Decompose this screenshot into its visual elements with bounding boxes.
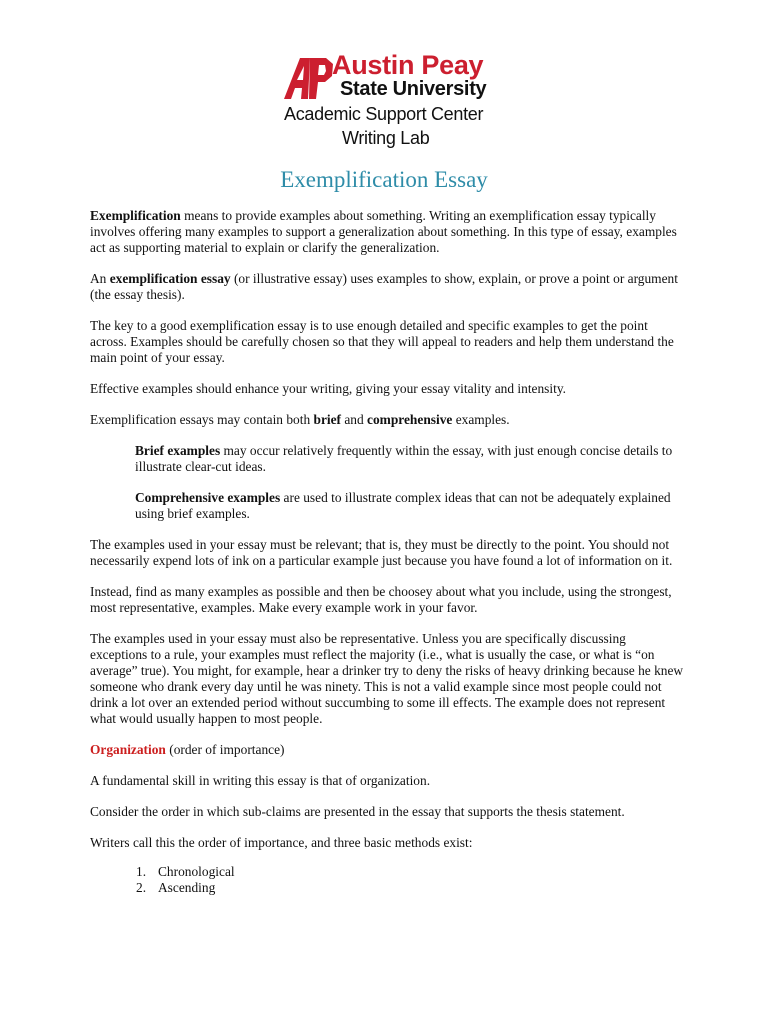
document-body <box>90 208 686 896</box>
list-label: Ascending <box>158 880 216 895</box>
term-exemplification-essay: exemplification essay <box>109 271 231 286</box>
paragraph-text: means to provide examples about something. Writing an exemplification essay typically involves offering many examples to support a generalization about something. In this type of essay, examples act as supporting material to explain or clarify the generalization. <box>90 208 677 255</box>
paragraph-choosey: Instead, find as many examples as possible and then be choosey about what you include, using the strongest, most representative, examples. Make every example work in your favor. <box>90 584 672 615</box>
paragraph-key: The key to a good exemplification essay is to use enough detailed and specific examples to get the point across. Examples should be carefully chosen so that they will appeal to readers and help them understand the main point of your essay. <box>90 318 674 365</box>
ap-logo-icon <box>282 52 334 100</box>
paragraph-text: (or illustrative essay) uses examples to show, explain, or prove a point or argument (the essay thesis). <box>90 271 678 302</box>
paragraph-methods-intro: Writers call this the order of importance, and three basic methods exist: <box>90 835 473 850</box>
term-brief: brief <box>313 412 342 427</box>
paragraph-types <box>90 412 686 428</box>
logo-writing-lab: Writing Lab <box>342 128 430 148</box>
paragraph-effective: Effective examples should enhance your writing, giving your essay vitality and intensity. <box>90 381 567 396</box>
organization-heading <box>90 742 686 758</box>
paragraph-text: An <box>90 271 110 286</box>
list-item <box>136 864 686 880</box>
paragraph-consider: Consider the order in which sub-claims are presented in the essay that supports the thesis statement. <box>90 804 625 819</box>
paragraph-fundamental: A fundamental skill in writing this essay is that of organization. <box>90 773 431 788</box>
organization-label: Organization <box>90 742 166 757</box>
university-logo <box>282 50 492 150</box>
term-comprehensive-examples: Comprehensive examples <box>135 490 281 505</box>
paragraph-text: and <box>341 412 368 427</box>
paragraph-text: Exemplification essays may contain both <box>90 412 314 427</box>
paragraph-text: may occur relatively frequently within the essay, with just enough concise details to illustrate clear-cut ideas. <box>135 443 673 474</box>
paragraph-text: are used to illustrate complex ideas that can not be adequately explained using brief examples. <box>135 490 671 521</box>
term-exemplification: Exemplification <box>90 208 181 223</box>
list-number: 1. <box>136 864 147 879</box>
paragraph-representative: The examples used in your essay must also be representative. Unless you are specifically discussing exceptions to a rule, your examples must reflect the majority (i.e., what is usually the case, or what is “on average” true). You might, for example, hear a drinker try to deny the risks of heavy drinking because he knew someone who drank every day until he was ninety. This is not a valid example since most people could not drink a lot over an extended period without succumbing to some ill effects. The example does not represent what would usually happen to most people. <box>90 631 684 726</box>
methods-list <box>90 864 686 896</box>
term-brief-examples: Brief examples <box>135 443 221 458</box>
term-comprehensive: comprehensive <box>367 412 453 427</box>
logo-state-university: State University <box>340 78 487 100</box>
paragraph-definition <box>90 208 686 256</box>
logo-austin-peay: Austin Peay <box>332 50 484 80</box>
paragraph-relevant: The examples used in your essay must be relevant; that is, they must be directly to the point. You should not necessarily expend lots of ink on a particular example just because you have found a lot of information on it. <box>90 537 673 568</box>
list-number: 2. <box>136 880 147 895</box>
list-label: Chronological <box>158 864 235 879</box>
logo-academic-support-center: Academic Support Center <box>284 104 484 124</box>
paragraph-text: examples. <box>452 412 510 427</box>
list-item <box>136 880 686 896</box>
paragraph-brief-examples <box>135 443 686 475</box>
paragraph-comprehensive-examples <box>135 490 686 522</box>
paragraph-essay-definition <box>90 271 686 303</box>
page-title: Exemplification Essay <box>280 167 488 192</box>
organization-subtitle: (order of importance) <box>165 742 285 757</box>
